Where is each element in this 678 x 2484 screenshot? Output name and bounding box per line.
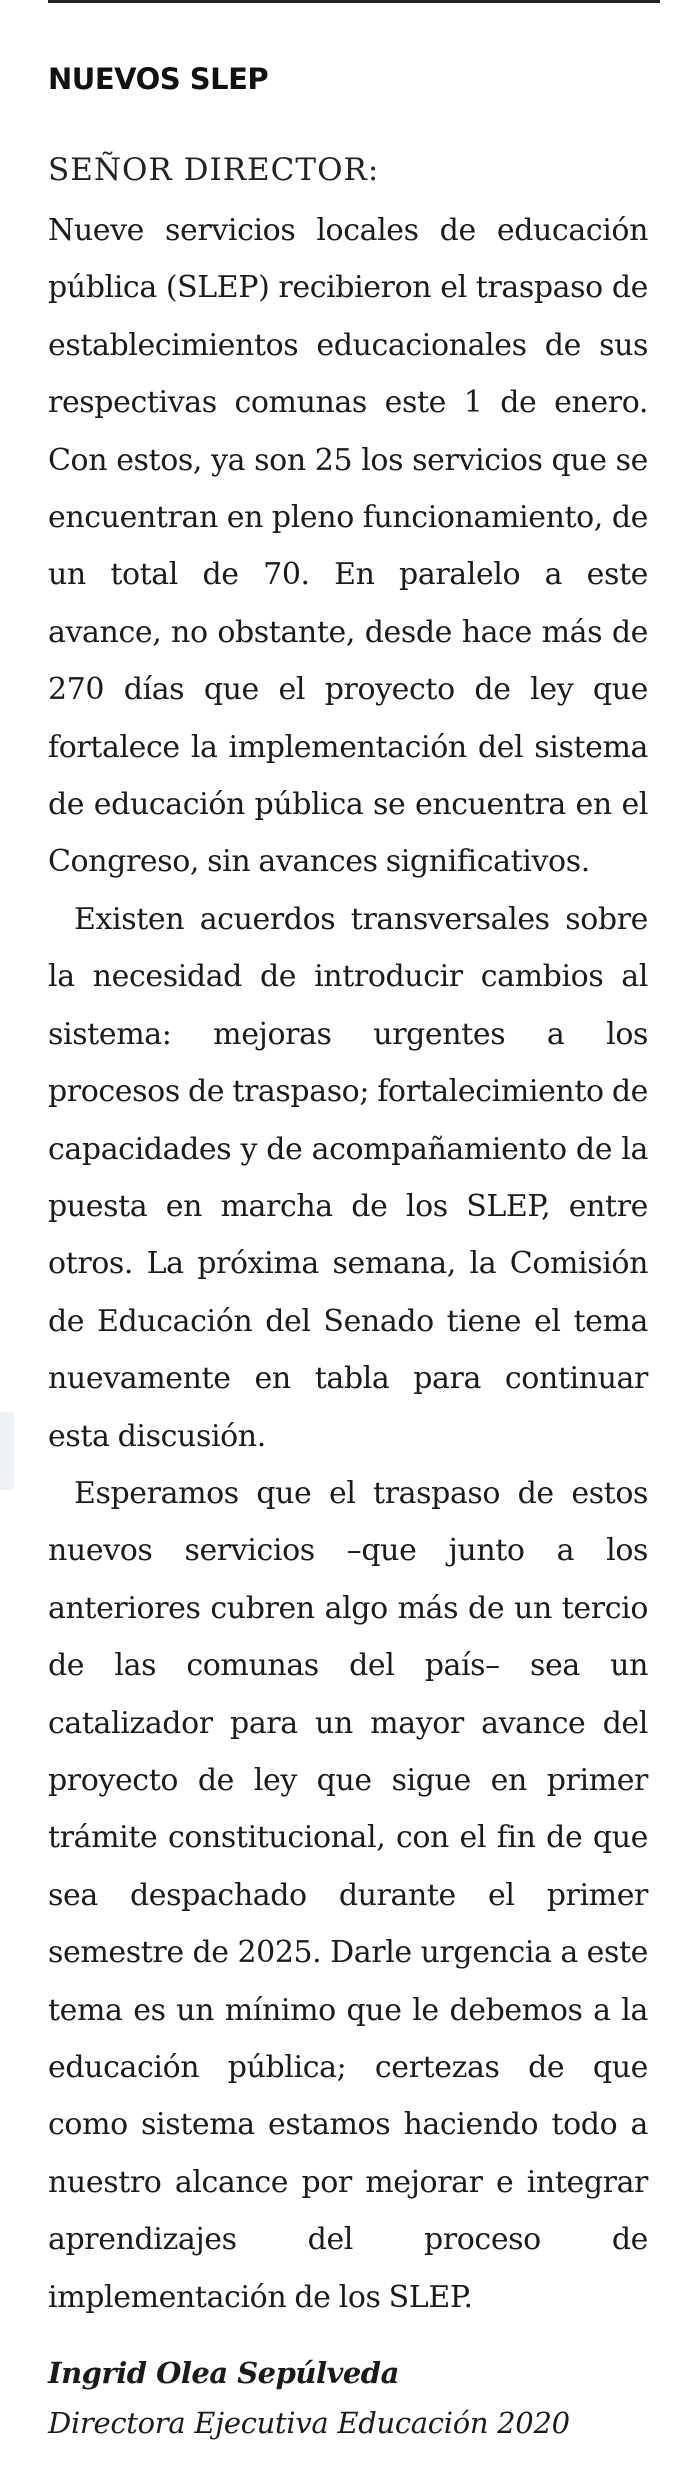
paragraph-3: Esperamos que el traspaso de estos nuevos servicios –que junto a los anteriores cubren algo más de un tercio de las comunas del país– sea un catalizador para un mayor avance del proyecto de ley que sigue en primer trámite constitucional, con el fin de que sea despachado durante el primer semestre de 2025. Darle urgencia a este tema es un mínimo que le debemos a la educación pública; certezas de que como sistema estamos haciendo todo a nuestro alcance por mejorar e integrar aprendizajes del proceso de implementación de los SLEP. [48,1475,648,2315]
signature-name: Ingrid Olea Sepúlveda [48,2356,399,2390]
salutation: SEÑOR DIRECTOR: [48,152,380,188]
letter-body [48,202,648,2326]
top-rule [48,0,660,3]
headline: NUEVOS SLEP [48,62,269,96]
paragraph-2: Existen acuerdos transversales sobre la necesidad de introducir cambios al sistema: mejoras urgentes a los procesos de traspaso; fortalecimiento de capacidades y de acompañamiento de la puesta en marcha de los SLEP, entre otros. La próxima semana, la Comisión de Educación del Senado tiene el tema nuevamente en tabla para continuar esta discusión. [48,901,648,1454]
signature-block [48,2348,658,2448]
page-edge-mark [0,1412,14,1490]
signature-title: Directora Ejecutiva Educación 2020 [48,2406,570,2440]
paragraph-1: Nueve servicios locales de educación pública (SLEP) recibieron el traspaso de establecimientos educacionales de sus respectivas comunas este 1 de enero. Con estos, ya son 25 los servicios que se encuentran en pleno funcionamiento, de un total de 70. En paralelo a este avance, no obstante, desde hace más de 270 días que el proyecto de ley que fortalece la implementación del sistema de educación pública se encuentra en el Congreso, sin avances significativos. [48,213,648,880]
